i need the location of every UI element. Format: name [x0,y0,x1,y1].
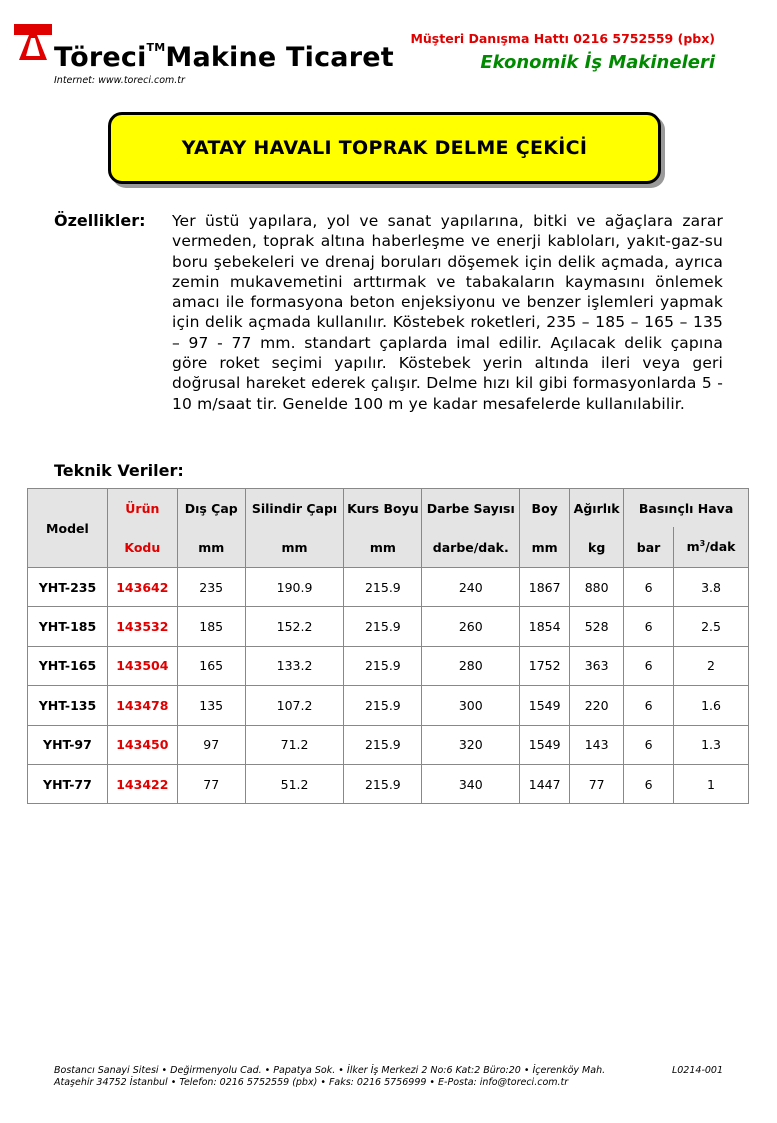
footer-address-line1: Bostancı Sanayi Sitesi • Değirmenyolu Cad. • Papatya Sok. • İlker İş Merkezi 2 No:6 Kat:2 Büro:20 • İçerenköy Mah. [54,1065,606,1076]
blows-cell: 340 [422,764,520,803]
product-code-cell: 143450 [107,725,177,764]
length-cell: 1752 [520,646,570,685]
model-cell: YHT-185 [28,607,108,646]
footer-address [54,1065,605,1089]
stroke-cell: 215.9 [344,568,422,607]
header-weight: Ağırlık [570,489,624,528]
stroke-cell: 215.9 [344,686,422,725]
header-product-code-top: Ürün [107,489,177,528]
unit-air-flow-rest: /dak [705,539,736,555]
outer-diameter-cell: 77 [177,764,245,803]
product-code-cell: 143504 [107,646,177,685]
length-cell: 1854 [520,607,570,646]
unit-blows: darbe/dak. [422,527,520,568]
table-row [28,568,749,607]
technical-data-label: Teknik Veriler: [54,461,184,480]
model-cell: YHT-97 [28,725,108,764]
length-cell: 1549 [520,725,570,764]
website-text: Internet: www.toreci.com.tr [54,75,185,86]
header-blows: Darbe Sayısı [422,489,520,528]
table-row [28,725,749,764]
tagline-text: Ekonomik İş Makineleri [480,52,715,73]
blows-cell: 300 [422,686,520,725]
pressure-cell: 6 [624,646,674,685]
outer-diameter-cell: 135 [177,686,245,725]
weight-cell: 143 [570,725,624,764]
unit-length: mm [520,527,570,568]
length-cell: 1549 [520,686,570,725]
model-cell: YHT-135 [28,686,108,725]
unit-pressure: bar [624,527,674,568]
pressure-cell: 6 [624,764,674,803]
blows-cell: 260 [422,607,520,646]
air-flow-cell: 2.5 [674,607,749,646]
brand-name [54,41,394,73]
pressure-cell: 6 [624,686,674,725]
footer-address-line2: Ataşehir 34752 İstanbul • Telefon: 0216 5752559 (pbx) • Faks: 0216 5756999 • E-Posta: info@toreci.com.tr [54,1077,569,1088]
model-cell: YHT-165 [28,646,108,685]
technical-data-table [27,488,749,804]
model-cell: YHT-77 [28,764,108,803]
weight-cell: 880 [570,568,624,607]
cylinder-diameter-cell: 133.2 [245,646,344,685]
model-cell: YHT-235 [28,568,108,607]
cylinder-diameter-cell: 51.2 [245,764,344,803]
stroke-cell: 215.9 [344,764,422,803]
length-cell: 1867 [520,568,570,607]
company-logo-icon [14,24,52,60]
unit-weight: kg [570,527,624,568]
product-code-cell: 143422 [107,764,177,803]
header-cylinder-diameter: Silindir Çapı [245,489,344,528]
weight-cell: 528 [570,607,624,646]
unit-air-flow-base: m [686,539,700,555]
unit-cylinder-diameter: mm [245,527,344,568]
features-label: Özellikler: [54,211,146,230]
unit-outer-diameter: mm [177,527,245,568]
pressure-cell: 6 [624,725,674,764]
outer-diameter-cell: 165 [177,646,245,685]
air-flow-cell: 1.6 [674,686,749,725]
blows-cell: 280 [422,646,520,685]
table-row [28,646,749,685]
product-code-cell: 143532 [107,607,177,646]
cylinder-diameter-cell: 107.2 [245,686,344,725]
unit-air-flow [674,527,749,568]
outer-diameter-cell: 235 [177,568,245,607]
blows-cell: 320 [422,725,520,764]
trademark-mark: TM [146,41,166,54]
stroke-cell: 215.9 [344,725,422,764]
outer-diameter-cell: 97 [177,725,245,764]
weight-cell: 220 [570,686,624,725]
table-row [28,686,749,725]
outer-diameter-cell: 185 [177,607,245,646]
cylinder-diameter-cell: 152.2 [245,607,344,646]
brand-name-rest: Makine Ticaret [165,42,394,73]
unit-air-flow-exponent: 3 [699,539,706,549]
air-flow-cell: 3.8 [674,568,749,607]
pressure-cell: 6 [624,607,674,646]
length-cell: 1447 [520,764,570,803]
unit-stroke: mm [344,527,422,568]
document-title: YATAY HAVALI TOPRAK DELME ÇEKİCİ [108,112,661,184]
header-compressed-air: Basınçlı Hava [624,489,749,528]
blows-cell: 240 [422,568,520,607]
weight-cell: 363 [570,646,624,685]
air-flow-cell: 2 [674,646,749,685]
product-code-cell: 143478 [107,686,177,725]
table-row [28,764,749,803]
document-reference: L0214-001 [671,1065,723,1076]
cylinder-diameter-cell: 71.2 [245,725,344,764]
header-product-code-bottom: Kodu [107,527,177,568]
features-text: Yer üstü yapılara, yol ve sanat yapılarına, bitki ve ağaçlara zarar vermeden, toprak altına haberleşme ve enerji kabloları, yakıt-gaz-su boru şebekeleri ve drenaj boruları döşemek için delik açmada, ayrıca zemin mukavemetini arttırmak ve tabakaların kaymasını önlemek amacı ile formasyona beton enjeksiyonu ve benzer işlemleri yapmak için delik açmada kullanılır. Köstebek roketleri, 235 – 185 – 165 – 135 – 97 - 77 mm. standart çaplarda imal edilir. Açılacak delik çapına göre roket seçimi yapılır. Köstebek yerin altında ileri veya geri doğrusal hareket ederek çalışır. Delme hızı kil gibi formasyonlarda 5 - 10 m/saat tir. Genelde 100 m ye kadar mesafelerde kullanılabilir. [172,212,723,413]
product-code-cell: 143642 [107,568,177,607]
stroke-cell: 215.9 [344,646,422,685]
header-outer-diameter: Dış Çap [177,489,245,528]
brand-name-main: Töreci [54,42,147,73]
air-flow-cell: 1.3 [674,725,749,764]
weight-cell: 77 [570,764,624,803]
header-length: Boy [520,489,570,528]
table-row [28,607,749,646]
cylinder-diameter-cell: 190.9 [245,568,344,607]
stroke-cell: 215.9 [344,607,422,646]
header-stroke: Kurs Boyu [344,489,422,528]
pressure-cell: 6 [624,568,674,607]
air-flow-cell: 1 [674,764,749,803]
header-model: Model [28,489,108,568]
hotline-text: Müşteri Danışma Hattı 0216 5752559 (pbx) [410,31,715,46]
